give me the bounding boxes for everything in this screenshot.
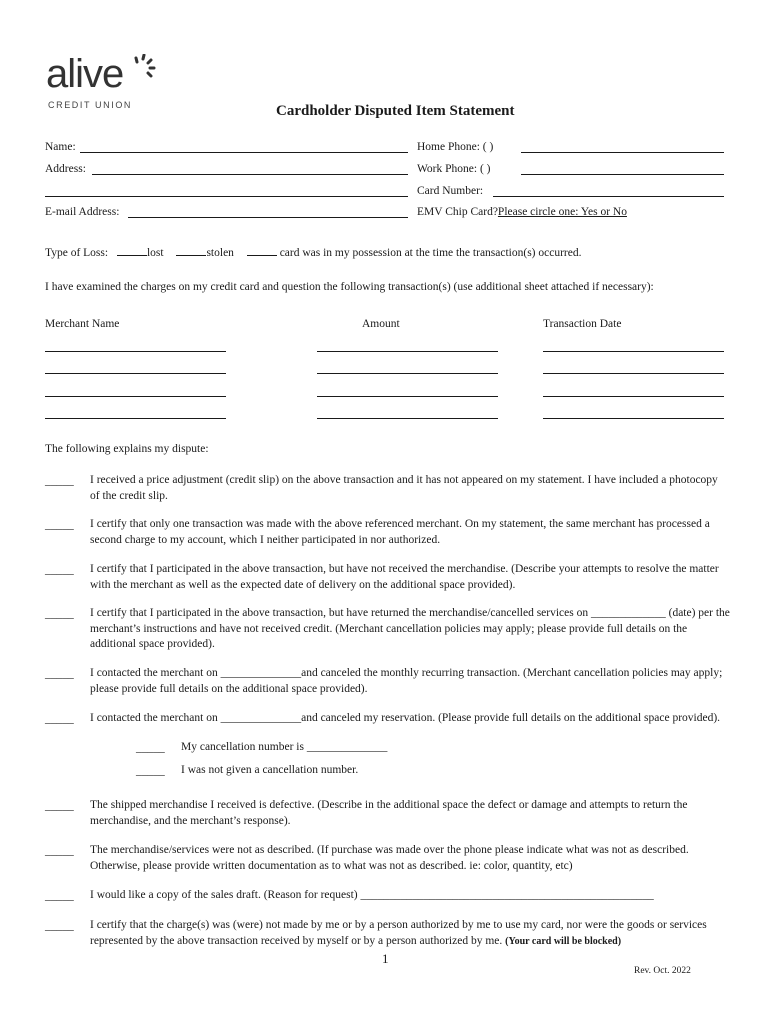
merchant-name-input-3[interactable] xyxy=(45,396,226,397)
amount-input-4[interactable] xyxy=(317,418,498,419)
dispute-check-4[interactable]: _____ xyxy=(45,608,74,620)
dispute-check-9[interactable]: _____ xyxy=(45,890,74,902)
cancellation-number-check[interactable]: _____ xyxy=(136,742,165,754)
date-input-3[interactable] xyxy=(543,396,724,397)
possession-label: card was in my possession at the time the transaction(s) occurred. xyxy=(279,247,582,259)
type-of-loss-row xyxy=(45,244,581,259)
emv-circle-choice[interactable]: Please circle one: Yes or No xyxy=(497,206,627,218)
dispute-check-6[interactable]: _____ xyxy=(45,713,74,725)
transaction-date-header: Transaction Date xyxy=(543,318,622,330)
card-number-field[interactable] xyxy=(493,196,724,197)
dispute-check-1[interactable]: _____ xyxy=(45,475,74,487)
amount-input-3[interactable] xyxy=(317,396,498,397)
name-field[interactable] xyxy=(80,152,408,153)
credit-union-logo xyxy=(46,54,166,116)
stolen-label: stolen xyxy=(206,247,234,259)
work-phone-field[interactable] xyxy=(521,174,724,175)
stolen-blank[interactable] xyxy=(176,244,206,256)
dispute-text-2: I certify that only one transaction was made with the above referenced merchant. On my statement, the same merchant has processed a second charge to my account, which I neither participated in nor authorized. xyxy=(90,518,710,546)
merchant-name-input-1[interactable] xyxy=(45,351,226,352)
no-cancellation-number-text: I was not given a cancellation number. xyxy=(181,764,359,776)
card-number-label: Card Number: xyxy=(417,185,484,197)
work-phone-label: Work Phone: ( ) xyxy=(417,163,491,175)
name-label: Name: xyxy=(45,141,76,153)
email-field[interactable] xyxy=(128,217,408,218)
cancellation-number-text: My cancellation number is ______________ xyxy=(181,741,388,753)
possession-blank[interactable] xyxy=(247,244,277,256)
examined-statement: I have examined the charges on my credit card and question the following transaction(s) (use additional sheet attached if necessary): xyxy=(45,281,654,293)
address-field[interactable] xyxy=(92,174,408,175)
dispute-check-3[interactable]: _____ xyxy=(45,564,74,576)
home-phone-field[interactable] xyxy=(521,152,724,153)
address-label: Address: xyxy=(45,163,86,175)
dispute-intro: The following explains my dispute: xyxy=(45,443,209,455)
amount-input-2[interactable] xyxy=(317,373,498,374)
dispute-text-10-body: I certify that the charge(s) was (were) not made by me or by a person authorized by me to use my card, nor were the goods or services represented by the above transaction received by myself or by a person authorized by me. xyxy=(90,919,707,947)
card-blocked-note: (Your card will be blocked) xyxy=(505,935,622,947)
amount-input-1[interactable] xyxy=(317,351,498,352)
dispute-check-5[interactable]: _____ xyxy=(45,668,74,680)
address-field-line-2[interactable] xyxy=(45,196,408,197)
dispute-text-3: I certify that I participated in the above transaction, but have not received the merchandise. (Describe your attempts to resolve the matter with the merchant as well as the expected date of delivery on the additional space provided). xyxy=(90,563,719,591)
page-title: Cardholder Disputed Item Statement xyxy=(276,103,515,119)
home-phone-label: Home Phone: ( ) xyxy=(417,141,494,153)
dispute-text-8: The merchandise/services were not as described. (If purchase was made over the phone please indicate what was not as described. Otherwise, please provide written documentation as to what was not as described. ie: color, quantity, etc) xyxy=(90,844,689,872)
dispute-text-1: I received a price adjustment (credit slip) on the above transaction and it has not appeared on my statement. I have included a photocopy of the credit slip. xyxy=(90,474,718,502)
logo-wordmark: alive xyxy=(46,52,124,96)
merchant-name-input-2[interactable] xyxy=(45,373,226,374)
page-number: 1 xyxy=(382,951,389,966)
no-cancellation-number-check[interactable]: _____ xyxy=(136,765,165,777)
dispute-text-4: I certify that I participated in the above transaction, but have returned the merchandise/cancelled services on _____________ (date) per the merchant’s instructions and have not received credit. (Merchant cancellation policies may apply; please provide full details on the additional space provided). xyxy=(90,607,730,650)
lost-label: lost xyxy=(146,247,164,259)
email-label: E-mail Address: xyxy=(45,206,120,218)
dispute-text-6: I contacted the merchant on ______________and canceled my reservation. (Please provide full details on the additional space provided). xyxy=(90,712,721,724)
merchant-name-input-4[interactable] xyxy=(45,418,226,419)
amount-header: Amount xyxy=(362,318,400,330)
dispute-text-9: I would like a copy of the sales draft. (Reason for request) ___________________________________________________ xyxy=(90,889,654,901)
dispute-text-7: The shipped merchandise I received is defective. (Describe in the additional space the defect or damage and attempts to return the merchandise, and the merchant’s response). xyxy=(90,799,688,827)
dispute-check-10[interactable]: _____ xyxy=(45,920,74,932)
dispute-text-5: I contacted the merchant on ______________and canceled the monthly recurring transaction. (Merchant cancellation policies may apply; please provide full details on the additional space provided). xyxy=(90,667,723,695)
dispute-check-7[interactable]: _____ xyxy=(45,800,74,812)
dispute-check-2[interactable]: _____ xyxy=(45,519,74,531)
emv-chip-row xyxy=(417,206,716,218)
logo-subtitle: CREDIT UNION xyxy=(48,100,133,110)
date-input-1[interactable] xyxy=(543,351,724,352)
dispute-text-10 xyxy=(90,918,730,949)
sunburst-icon xyxy=(128,54,164,84)
lost-blank[interactable] xyxy=(117,244,147,256)
date-input-4[interactable] xyxy=(543,418,724,419)
merchant-name-header: Merchant Name xyxy=(45,318,120,330)
date-input-2[interactable] xyxy=(543,373,724,374)
revision-date: Rev. Oct. 2022 xyxy=(634,966,691,976)
emv-chip-label: EMV Chip Card? xyxy=(417,206,498,218)
dispute-check-8[interactable]: _____ xyxy=(45,845,74,857)
type-of-loss-label: Type of Loss: xyxy=(45,247,109,259)
